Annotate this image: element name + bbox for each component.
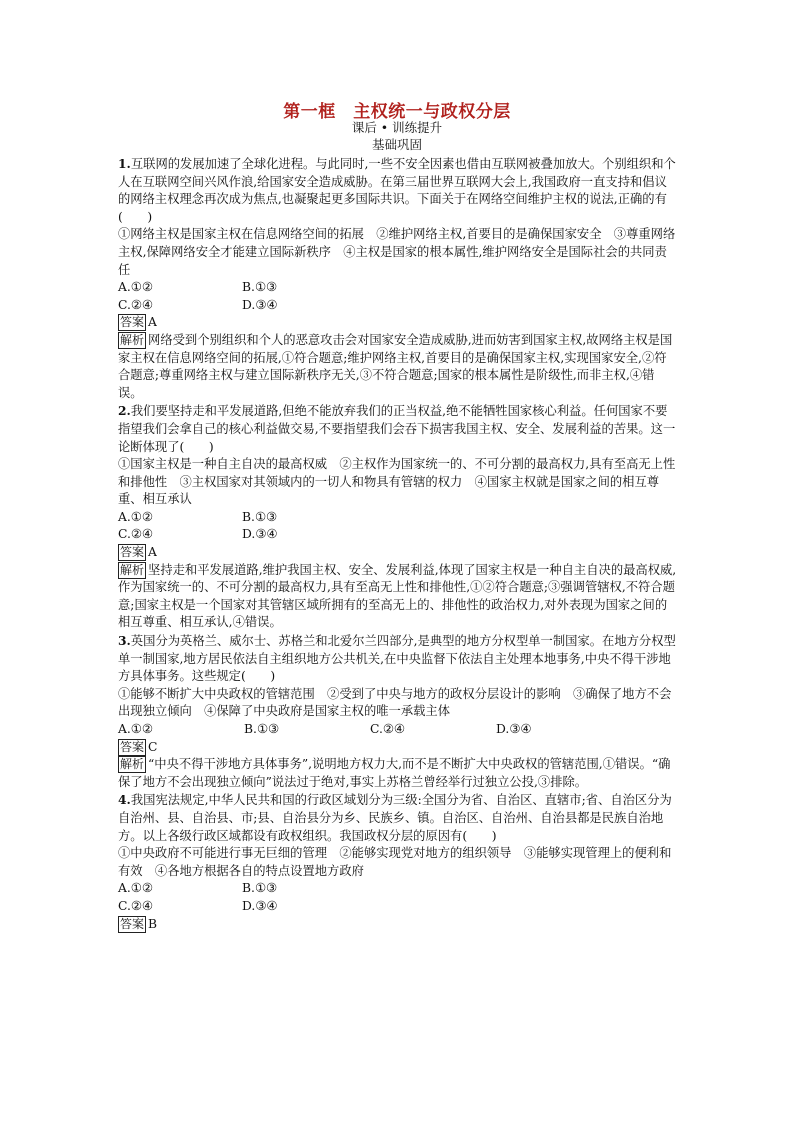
answer-tag: 答案 xyxy=(120,315,145,330)
options-row xyxy=(118,880,678,898)
analysis-text: 网络受到个别组织和个人的恶意攻击会对国家安全造成威胁,进而妨害到国家主权,故网络主权是国家主权在信息网络空间的拓展,①符合题意;维护网络主权,首要目的是确保国家主权,实现国家安全,②符合题意;尊重网络主权与建立国际新秩序无关,③不符合题意;国家的根本属性是阶级性,而非主权,④错误。 xyxy=(118,332,673,400)
options-row xyxy=(118,509,678,527)
options-row xyxy=(118,898,678,916)
question-list xyxy=(118,155,678,933)
analysis-line xyxy=(118,756,678,791)
option-b: B.①③ xyxy=(242,881,277,896)
options-row xyxy=(118,526,678,544)
option-c: C.②④ xyxy=(118,297,153,312)
question-number: 2. xyxy=(118,403,131,419)
answer-value: C xyxy=(148,739,158,754)
option-d: D.③④ xyxy=(242,297,278,312)
question-stem: 3.英国分为英格兰、威尔士、苏格兰和北爱尔兰四部分,是典型的地方分权型单一制国家。在地方分权型单一制国家,地方居民依法自主组织地方公共机关,在中央监督下依法自主处理本地事务,中央不得干涉地方具体事务。这些规定( ) xyxy=(118,633,676,684)
option-b: B.①③ xyxy=(242,280,277,295)
question-number: 4. xyxy=(118,792,131,808)
analysis-text: 坚持走和平发展道路,维护我国主权、安全、发展利益,体现了国家主权是一种自主自决的最高权威,作为国家统一的、不可分割的最高权力,具有至高无上性和排他性,①②符合题意;③强调管辖权,不符合题意;国家主权是一个国家对其管辖区域所拥有的至高无上的、排他性的政治权力,对外表现为国家之间的相互尊重、相互承认,④错误。 xyxy=(118,562,677,630)
option-a: A.①② xyxy=(118,722,153,736)
answer-tag: 答案 xyxy=(120,545,145,560)
option-c: C.②④ xyxy=(118,527,153,542)
option-c: C.②④ xyxy=(370,722,405,736)
answer-line xyxy=(118,314,678,332)
answer-line xyxy=(118,916,678,934)
question-stem: 2.我们要坚持走和平发展道路,但绝不能放弃我们的正当权益,绝不能牺牲国家核心利益。任何国家不要指望我们会拿自己的核心利益做交易,不要指望我们会吞下损害我国主权、安全、发展利益的苦果。这一论断体现了( ) xyxy=(118,403,676,454)
answer-line xyxy=(118,544,678,562)
option-a: A.①② xyxy=(118,280,153,295)
options-row xyxy=(118,279,678,297)
answer-tag: 答案 xyxy=(120,739,145,754)
analysis-text: “中央不得干涉地方具体事务”,说明地方权力大,而不是不断扩大中央政权的管辖范围,①错误。“确保了地方不会出现独立倾向”说法过于绝对,事实上苏格兰曾经举行过独立公投,③排除。 xyxy=(118,757,671,789)
option-d: D.③④ xyxy=(242,527,278,542)
question-stem: 1.互联网的发展加速了全球化进程。与此同时,一些不安全因素也借由互联网被叠加放大。个别组织和个人在互联网空间兴风作浪,给国家安全造成威胁。在第三届世界互联网大会上,我国政府一直支持和倡议的网络主权理念再次成为焦点,也凝聚起更多国际共识。下面关于在网络空间维护主权的说法,正确的有( ) xyxy=(118,156,676,224)
option-a: A.①② xyxy=(118,509,153,524)
option-a: A.①② xyxy=(118,881,153,896)
option-b: B.①③ xyxy=(244,722,279,736)
question-stem: 4.我国宪法规定,中华人民共和国的行政区域划分为三级:全国分为省、自治区、直辖市;省、自治区分为自治州、县、自治县、市;县、自治县分为乡、民族乡、镇。自治区、自治州、自治县都是民族自治地方。以上各级行政区域都设有政权组织。我国政权分层的原因有( ) xyxy=(118,792,672,843)
analysis-tag: 解析 xyxy=(120,757,145,772)
question-statements: ①网络主权是国家主权在信息网络空间的拓展 ②维护网络主权,首要目的是确保国家安全 ③尊重网络主权,保障网络安全才能建立国际新秩序 ④主权是国家的根本属性,维护网络安全是国际社会的共同责任 xyxy=(118,227,676,277)
option-c: C.②④ xyxy=(118,898,153,913)
question-3 xyxy=(118,632,678,791)
question-statements: ①中央政府不可能进行事无巨细的管理 ②能够实现党对地方的组织领导 ③能够实现管理上的便利和有效 ④各地方根据各自的特点设置地方政府 xyxy=(118,846,672,878)
question-number: 1. xyxy=(118,156,131,171)
question-4 xyxy=(118,791,678,933)
option-d: D.③④ xyxy=(242,898,278,913)
answer-value: A xyxy=(148,315,157,330)
answer-tag: 答案 xyxy=(120,916,145,931)
option-b: B.①③ xyxy=(242,509,277,524)
options-row xyxy=(118,721,678,739)
page-subtitle: 课后 • 训练提升 xyxy=(351,120,443,135)
question-2 xyxy=(118,402,678,632)
answer-line xyxy=(118,739,678,757)
question-statements: ①国家主权是一种自主自决的最高权威 ②主权作为国家统一的、不可分割的最高权力,具有至高无上性和排他性 ③主权国家对其领域内的一切人和物具有管辖的权力 ④国家主权就是国家之间的相互尊重、相互承认 xyxy=(118,457,676,507)
analysis-tag: 解析 xyxy=(120,332,145,347)
question-statements: ①能够不断扩大中央政权的管辖范围 ②受到了中央与地方的政权分层设计的影响 ③确保了地方不会出现独立倾向 ④保障了中央政府是国家主权的唯一承载主体 xyxy=(118,686,672,719)
analysis-tag: 解析 xyxy=(120,562,145,577)
section-heading: 基础巩固 xyxy=(371,137,422,152)
answer-value: B xyxy=(148,916,158,931)
options-row xyxy=(118,297,678,315)
answer-value: A xyxy=(148,545,157,560)
analysis-line xyxy=(118,562,678,632)
option-d: D.③④ xyxy=(496,722,532,736)
analysis-line xyxy=(118,332,678,402)
page-title: 第一框 主权统一与政权分层 xyxy=(283,102,511,122)
question-number: 3. xyxy=(118,633,131,649)
question-1 xyxy=(118,155,678,402)
